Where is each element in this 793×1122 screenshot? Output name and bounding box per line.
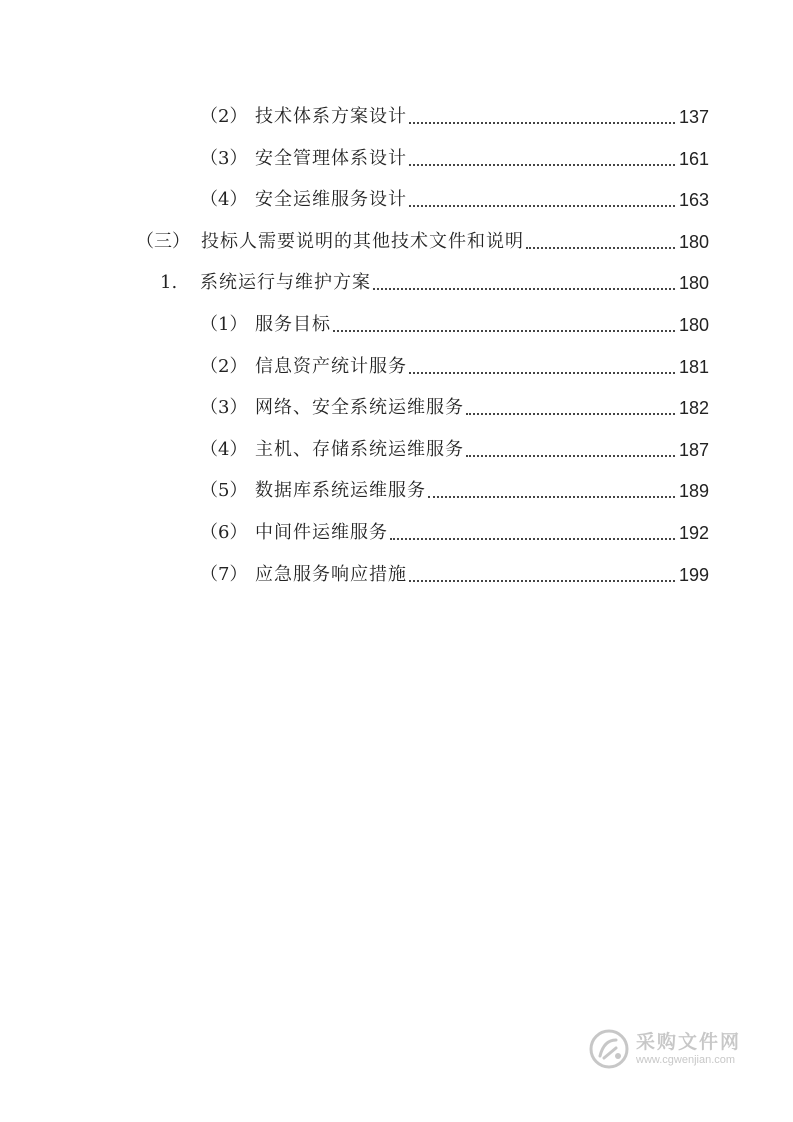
toc-entry-number: （3） <box>200 148 248 169</box>
toc-dot-leader <box>526 246 675 249</box>
toc-dot-leader <box>333 329 675 332</box>
toc-entry-page: 137 <box>678 107 709 127</box>
watermark-site-url: www.cgwenjian.com <box>636 1054 736 1066</box>
toc-dot-leader <box>409 371 675 374</box>
toc-dot-leader <box>409 121 675 124</box>
toc-entry-number: （2） <box>200 356 248 377</box>
toc-entry[interactable] <box>200 312 709 338</box>
toc-entry-page: 163 <box>678 190 709 210</box>
toc-entry[interactable] <box>136 229 709 255</box>
toc-entry-number: （5） <box>200 480 248 501</box>
toc-dot-leader <box>466 454 675 457</box>
toc-entry-title: 网络、安全系统运维服务 <box>255 397 464 418</box>
toc-dot-leader <box>390 537 675 540</box>
toc-entry[interactable] <box>200 354 709 380</box>
toc-entry-title: 信息资产统计服务 <box>255 356 407 377</box>
toc-entry-number: （3） <box>200 397 248 418</box>
toc-entry-title: 主机、存储系统运维服务 <box>255 439 464 460</box>
toc-entry[interactable] <box>200 562 709 588</box>
toc-entry-page: 181 <box>678 357 709 377</box>
toc-dot-leader <box>466 412 675 415</box>
toc-entry-title: 安全管理体系设计 <box>255 148 407 169</box>
toc-entry-title: 系统运行与维护方案 <box>200 272 371 293</box>
toc-entry-title: 中间件运维服务 <box>255 522 388 543</box>
toc-entry-number: （4） <box>200 439 248 460</box>
toc-entry-number: 1. <box>160 272 178 293</box>
toc-entry-title: 投标人需要说明的其他技术文件和说明 <box>201 231 524 252</box>
toc-entry-page: 192 <box>678 523 709 543</box>
toc-entry[interactable] <box>160 270 709 296</box>
toc-dot-leader <box>409 163 675 166</box>
toc-entry-page: 189 <box>678 481 709 501</box>
toc-dot-leader <box>409 204 675 207</box>
toc-entry-title: 数据库系统运维服务 <box>255 480 426 501</box>
toc-entry-page: 180 <box>678 232 709 252</box>
toc-entry-title: 技术体系方案设计 <box>255 106 407 127</box>
toc-entry-number: （6） <box>200 522 248 543</box>
toc-entry[interactable] <box>200 478 709 504</box>
toc-dot-leader <box>409 579 675 582</box>
cgwenjian-logo-icon <box>588 1028 630 1070</box>
toc-entry[interactable] <box>200 520 709 546</box>
toc-entry-number: （三） <box>136 231 190 252</box>
toc-entry[interactable] <box>200 187 709 213</box>
toc-entry[interactable] <box>200 146 709 172</box>
watermark-site-name: 采购文件网 <box>636 1031 742 1053</box>
toc-entry-number: （7） <box>200 564 248 585</box>
toc-dot-leader <box>428 495 675 498</box>
toc-entry-page: 180 <box>678 273 709 293</box>
toc-entry-number: （4） <box>200 189 248 210</box>
toc-entry[interactable] <box>200 395 709 421</box>
watermark-text <box>636 1031 741 1067</box>
toc-entry-page: 182 <box>678 398 709 418</box>
toc-entry-title: 安全运维服务设计 <box>255 189 407 210</box>
toc-entry-page: 180 <box>678 315 709 335</box>
toc-entry-number: （1） <box>200 314 248 335</box>
toc-entry[interactable] <box>200 437 709 463</box>
toc-entry-page: 199 <box>678 565 709 585</box>
toc-entry-page: 187 <box>678 440 709 460</box>
site-watermark <box>588 1024 753 1074</box>
toc-dot-leader <box>373 287 675 290</box>
toc-entry-number: （2） <box>200 106 248 127</box>
toc-entry-title: 应急服务响应措施 <box>255 564 407 585</box>
toc-entry-title: 服务目标 <box>255 314 331 335</box>
toc-entry-page: 161 <box>678 149 709 169</box>
toc-entry[interactable] <box>200 104 709 130</box>
